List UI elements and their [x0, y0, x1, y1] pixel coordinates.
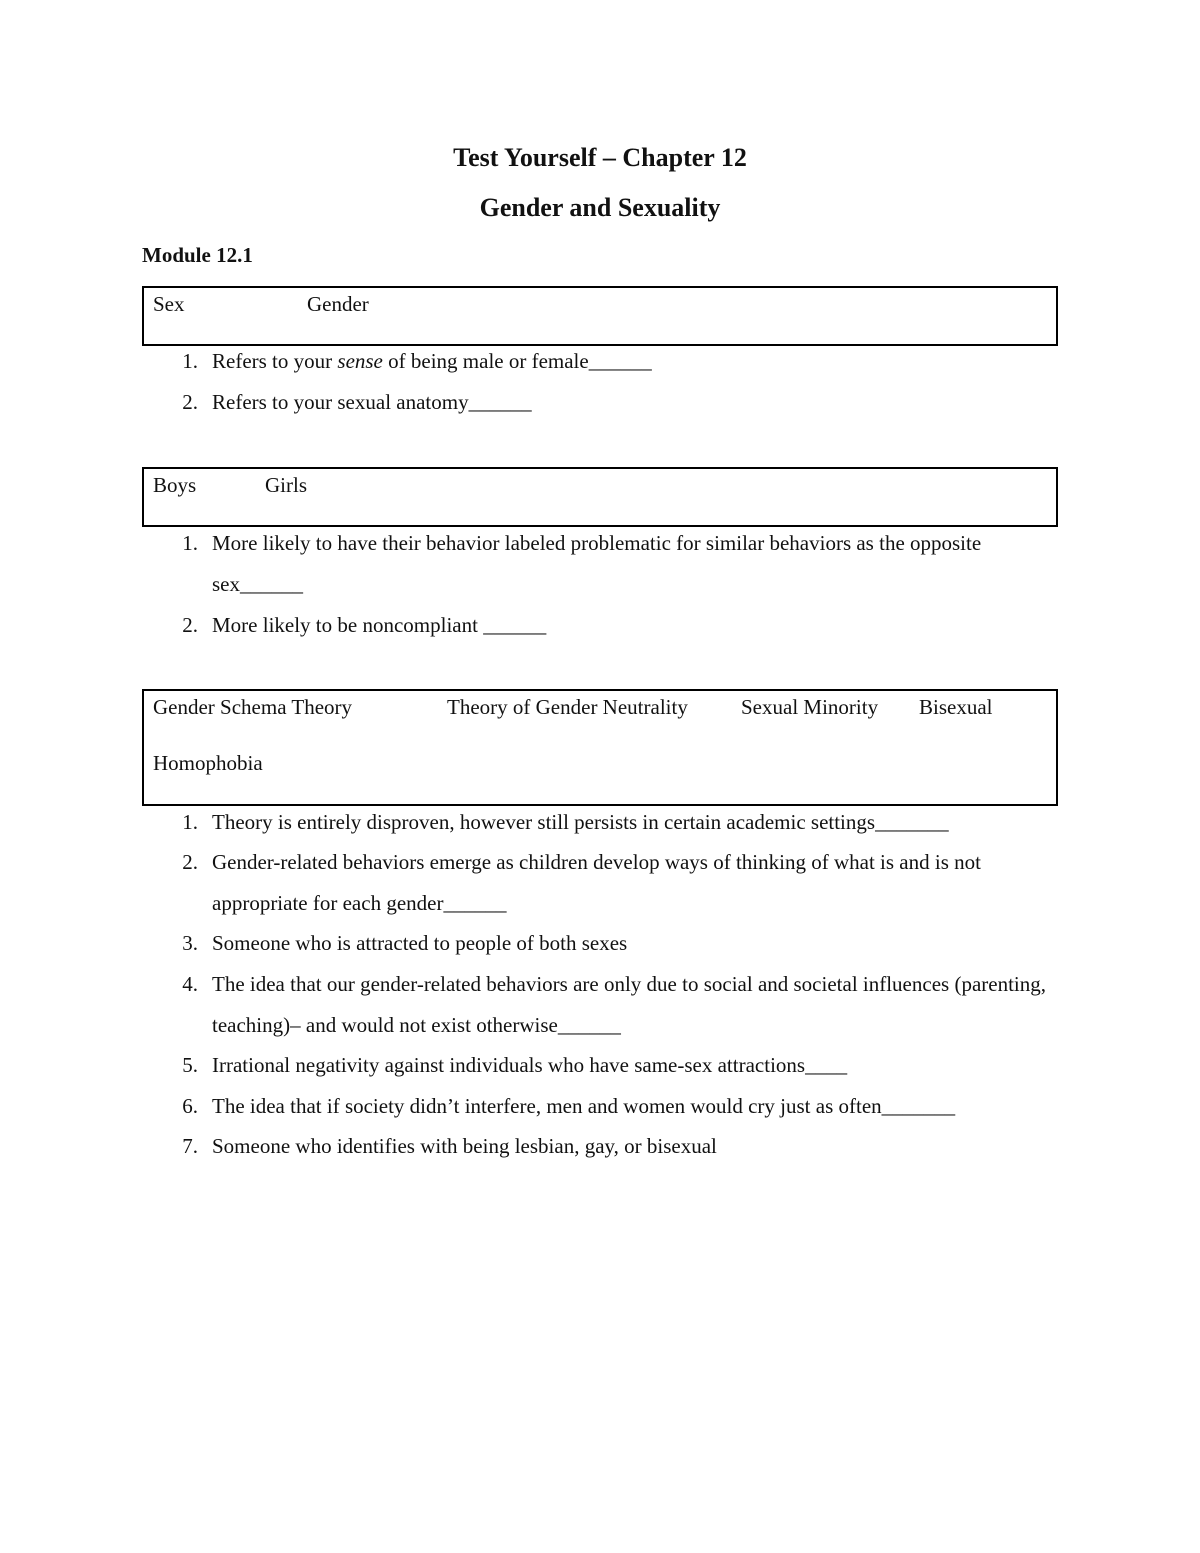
question-text: Someone who is attracted to people of both sexes: [212, 931, 628, 955]
emphasis-text: sense: [337, 349, 383, 373]
word-bank-sex-gender: [142, 286, 1058, 346]
word-bank-term: Boys: [153, 473, 197, 497]
question-text: The idea that our gender-related behaviors are only due to social and societal influences (parenting, teaching)– and would not exist otherwise______: [212, 972, 1046, 1037]
word-bank-term: Girls: [265, 473, 307, 497]
question-text: Irrational negativity against individuals who have same-sex attractions____: [212, 1053, 848, 1077]
question-text: Theory is entirely disproven, however still persists in certain academic settings_______: [212, 810, 949, 834]
question-number: 1.: [182, 810, 198, 834]
question-text: More likely to be noncompliant ______: [212, 613, 547, 637]
question-text: Someone who identifies with being lesbian, gay, or bisexual: [212, 1134, 717, 1158]
question-number: 2.: [182, 390, 198, 414]
word-bank-term: Sex: [153, 292, 185, 316]
module-heading: Module 12.1: [142, 243, 253, 267]
word-bank-term: Theory of Gender Neutrality: [447, 695, 688, 719]
question-number: 4.: [182, 972, 198, 996]
word-bank-term: Homophobia: [153, 751, 263, 775]
question-number: 6.: [182, 1094, 198, 1118]
question-number: 2.: [182, 850, 198, 874]
word-bank-boys-girls: [142, 467, 1058, 527]
question-text: More likely to have their behavior labeled problematic for similar behaviors as the opposite sex______: [212, 531, 982, 596]
page-title: Test Yourself – Chapter 12: [453, 143, 747, 172]
question-number: 3.: [182, 931, 198, 955]
question-number: 5.: [182, 1053, 198, 1077]
question-text: Refers to your sexual anatomy______: [212, 390, 532, 414]
word-bank-term: Bisexual: [919, 695, 993, 719]
question-text: Refers to your sense of being male or female______: [212, 349, 652, 373]
word-bank-term: Gender: [307, 292, 369, 316]
word-bank-term: Gender Schema Theory: [153, 695, 353, 719]
question-number: 2.: [182, 613, 198, 637]
word-bank-theories: [142, 689, 1058, 806]
question-number: 1.: [182, 349, 198, 373]
question-text: Gender-related behaviors emerge as children develop ways of thinking of what is and is not appropriate for each gender______: [212, 850, 981, 915]
page-subtitle: Gender and Sexuality: [479, 193, 721, 222]
word-bank-term: Sexual Minority: [741, 695, 879, 719]
question-number: 1.: [182, 531, 198, 555]
question-number: 7.: [182, 1134, 198, 1158]
question-text: The idea that if society didn’t interfere, men and women would cry just as often_______: [212, 1094, 956, 1118]
